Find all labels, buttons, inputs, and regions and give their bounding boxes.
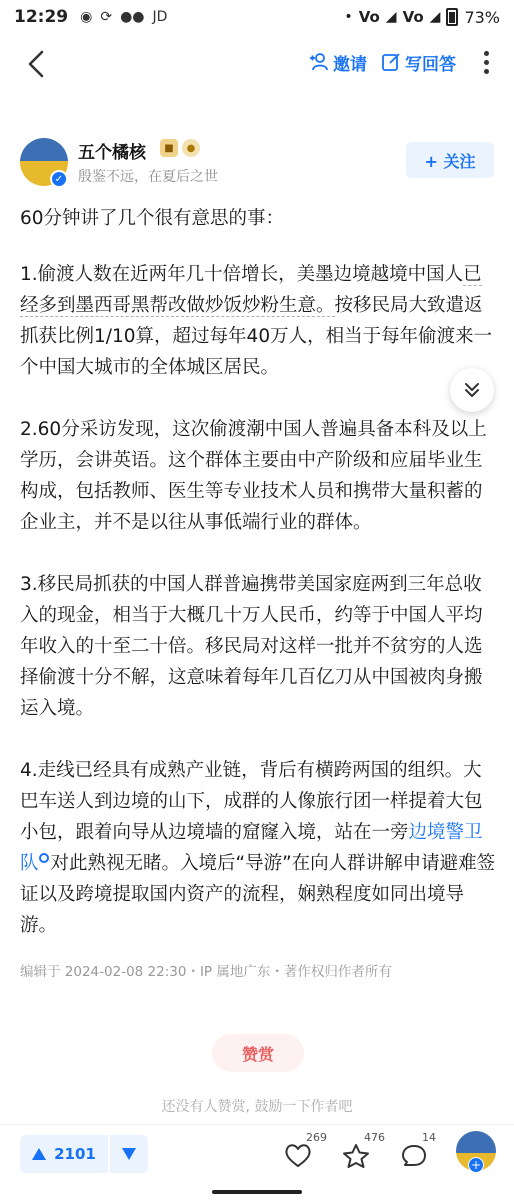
triangle-up-icon bbox=[32, 1148, 46, 1160]
edit-icon bbox=[381, 52, 401, 72]
write-answer-label: 写回答 bbox=[405, 54, 456, 75]
heart-icon bbox=[284, 1143, 312, 1169]
reward-note: 还没有人赞赏, 鼓励一下作者吧 bbox=[161, 1099, 353, 1115]
signal-icon: ◢ bbox=[385, 9, 397, 25]
battery-icon bbox=[446, 8, 458, 26]
paragraph-1-text-c: 按移民局大致遣返抓获比例1/10算，超过每年40万人，相当于每年偷渡来一个中国大城市的全体城区居民。 bbox=[20, 295, 493, 378]
status-app-label: JD bbox=[152, 9, 168, 25]
collapse-button[interactable] bbox=[450, 368, 494, 412]
reward-button[interactable]: 赞赏 bbox=[212, 1034, 304, 1072]
paragraph-3: 3.移民局抓获的中国人群普遍携带美国家庭两到三年总收入的现金，相当于大概几十万人民币，约等于中国人平均年收入的十至二十倍。移民局对这样一批并不贫穷的人选择偷渡十分不解，这意味着每年几百亿刀从中国被肉身搬运入境。 bbox=[20, 574, 483, 719]
paragraph-1 bbox=[20, 259, 500, 383]
author-badges bbox=[160, 139, 200, 157]
verified-icon: ✓ bbox=[50, 170, 68, 188]
dot-icon: • bbox=[344, 9, 353, 25]
status-bar bbox=[0, 0, 514, 34]
star-icon bbox=[342, 1143, 370, 1169]
add-person-icon bbox=[309, 52, 329, 72]
signal-icon-2: ◢ bbox=[429, 9, 441, 25]
more-dot bbox=[484, 60, 489, 65]
battery-percent: 73% bbox=[464, 7, 500, 27]
answer-meta: 编辑于 2024-02-08 22:30・IP 属地广东・著作权归作者所有 bbox=[20, 964, 392, 980]
network-label-2: Vo bbox=[402, 8, 424, 26]
network-label-1: Vo bbox=[358, 8, 380, 26]
author-name[interactable]: 五个橘核 bbox=[78, 143, 146, 163]
like-button[interactable] bbox=[282, 1131, 327, 1175]
intro-paragraph: 60分钟讲了几个很有意思的事： bbox=[20, 208, 285, 229]
follow-button[interactable]: + 关注 bbox=[406, 142, 494, 178]
more-menu-button[interactable] bbox=[476, 48, 496, 76]
chevron-left-icon bbox=[22, 46, 52, 82]
comment-count: 14 bbox=[422, 1131, 436, 1144]
author-header bbox=[0, 132, 514, 192]
paragraph-4 bbox=[20, 755, 500, 941]
search-icon bbox=[39, 853, 49, 863]
paragraph-2: 2.60分采访发现，这次偷渡潮中国人普遍具备本科及以上学历，会讲英语。这个群体主要由中产阶级和应届毕业生构成，包括教师、医生等专业技术人员和携带大量积蓄的企业主，并不是以往从事低端行业的群体。 bbox=[20, 419, 487, 533]
nav-actions bbox=[309, 48, 496, 76]
comment-icon bbox=[400, 1143, 428, 1169]
author-subtitle: 殷鉴不远，在夏后之世 bbox=[78, 169, 218, 185]
paragraph-4-text-b: 对此熟视无睹。入境后“导游”在向人群讲解申请避难签证以及跨境提取国内资产的流程，娴熟程度如同出境导游。 bbox=[20, 853, 496, 936]
bottom-action-bar bbox=[0, 1124, 514, 1186]
double-chevron-down-icon bbox=[463, 381, 481, 399]
wechat-icon: ●● bbox=[120, 9, 145, 25]
author-avatar-follow[interactable] bbox=[456, 1131, 496, 1171]
status-left-icons bbox=[80, 9, 167, 25]
vote-group bbox=[20, 1135, 148, 1173]
triangle-down-icon bbox=[122, 1148, 136, 1160]
more-dot bbox=[484, 69, 489, 74]
highlighted-phrase[interactable]: 已经多到墨西哥黑帮改做炒饭炒粉生意。 bbox=[20, 264, 482, 316]
top-nav bbox=[0, 36, 514, 92]
favorite-button[interactable] bbox=[340, 1131, 385, 1175]
upvote-count: 2101 bbox=[54, 1145, 96, 1163]
medal-badge-icon[interactable]: ● bbox=[182, 139, 200, 157]
paragraph-4-text-a: 4.走线已经具有成熟产业链，背后有横跨两国的组织。大巴车送人到边境的山下，成群的人像旅行团一样提着大包小包，跟着向导从边境墙的窟窿入境，站在一旁 bbox=[20, 760, 483, 843]
paragraph-1-text-a: 1.偷渡人数在近两年几十倍增长，美墨边境越境中国人 bbox=[20, 264, 464, 285]
sync-icon: ⟳ bbox=[100, 9, 113, 25]
favorite-count: 476 bbox=[364, 1131, 385, 1144]
comment-button[interactable] bbox=[398, 1131, 438, 1175]
upvote-button[interactable] bbox=[20, 1135, 108, 1173]
home-indicator bbox=[212, 1190, 302, 1194]
plus-icon: + bbox=[468, 1157, 484, 1173]
answer-content bbox=[20, 203, 500, 972]
status-right bbox=[344, 8, 500, 27]
invite-label: 邀请 bbox=[333, 54, 367, 75]
invite-button[interactable] bbox=[309, 50, 367, 75]
write-answer-button[interactable] bbox=[381, 50, 456, 75]
back-button[interactable] bbox=[22, 46, 52, 82]
downvote-button[interactable] bbox=[110, 1135, 148, 1173]
status-time: 12:29 bbox=[14, 7, 69, 27]
level-badge-icon[interactable]: ■ bbox=[160, 139, 178, 157]
like-count: 269 bbox=[306, 1131, 327, 1144]
more-dot bbox=[484, 51, 489, 56]
notification-icon: ◉ bbox=[80, 9, 93, 25]
search-link-text: 边境警卫队 bbox=[20, 822, 483, 874]
